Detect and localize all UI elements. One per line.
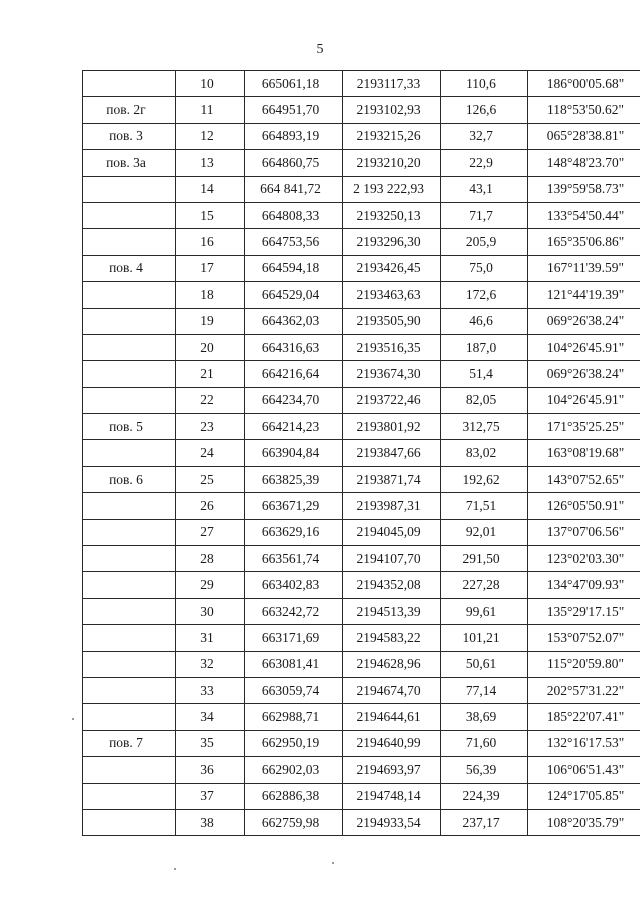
- table-row: [83, 677, 640, 703]
- table-row: [83, 783, 640, 809]
- y-coordinate-cell: 2193215,26: [343, 123, 441, 149]
- table-row: [83, 809, 640, 835]
- point-number-cell: 13: [176, 150, 245, 176]
- point-number-cell: 36: [176, 757, 245, 783]
- row-label-cell: [83, 519, 176, 545]
- row-label-cell: [83, 493, 176, 519]
- y-coordinate-cell: 2193296,30: [343, 229, 441, 255]
- y-coordinate-cell: 2194107,70: [343, 546, 441, 572]
- y-coordinate-cell: 2193987,31: [343, 493, 441, 519]
- length-cell: 187,0: [441, 334, 528, 360]
- table-row: [83, 466, 640, 492]
- point-number-cell: 31: [176, 625, 245, 651]
- angle-cell: 115°20'59.80": [528, 651, 640, 677]
- length-cell: 312,75: [441, 414, 528, 440]
- length-cell: 71,60: [441, 730, 528, 756]
- angle-cell: 202°57'31.22": [528, 677, 640, 703]
- x-coordinate-cell: 663561,74: [245, 546, 343, 572]
- angle-cell: 186°00'05.68": [528, 71, 640, 97]
- y-coordinate-cell: 2194640,99: [343, 730, 441, 756]
- point-number-cell: 32: [176, 651, 245, 677]
- x-coordinate-cell: 664234,70: [245, 387, 343, 413]
- length-cell: 50,61: [441, 651, 528, 677]
- x-coordinate-cell: 664316,63: [245, 334, 343, 360]
- table-row: [83, 730, 640, 756]
- scan-mark: [174, 868, 176, 870]
- y-coordinate-cell: 2 193 222,93: [343, 176, 441, 202]
- length-cell: 71,7: [441, 202, 528, 228]
- angle-cell: 065°28'38.81": [528, 123, 640, 149]
- angle-cell: 143°07'52.65": [528, 466, 640, 492]
- point-number-cell: 18: [176, 282, 245, 308]
- angle-cell: 167°11'39.59": [528, 255, 640, 281]
- point-number-cell: 24: [176, 440, 245, 466]
- scan-mark: [332, 862, 334, 864]
- y-coordinate-cell: 2193426,45: [343, 255, 441, 281]
- y-coordinate-cell: 2194644,61: [343, 704, 441, 730]
- x-coordinate-cell: 663629,16: [245, 519, 343, 545]
- row-label-cell: [83, 387, 176, 413]
- angle-cell: 069°26'38.24": [528, 308, 640, 334]
- length-cell: 32,7: [441, 123, 528, 149]
- point-number-cell: 19: [176, 308, 245, 334]
- point-number-cell: 37: [176, 783, 245, 809]
- table-row: [83, 414, 640, 440]
- table-row: [83, 598, 640, 624]
- x-coordinate-cell: 664529,04: [245, 282, 343, 308]
- length-cell: 75,0: [441, 255, 528, 281]
- x-coordinate-cell: 665061,18: [245, 71, 343, 97]
- table-row: [83, 519, 640, 545]
- length-cell: 82,05: [441, 387, 528, 413]
- angle-cell: 153°07'52.07": [528, 625, 640, 651]
- y-coordinate-cell: 2194933,54: [343, 809, 441, 835]
- row-label-cell: [83, 361, 176, 387]
- x-coordinate-cell: 663081,41: [245, 651, 343, 677]
- angle-cell: 104°26'45.91": [528, 387, 640, 413]
- length-cell: 56,39: [441, 757, 528, 783]
- table-row: [83, 308, 640, 334]
- length-cell: 99,61: [441, 598, 528, 624]
- row-label-cell: [83, 202, 176, 228]
- angle-cell: 137°07'06.56": [528, 519, 640, 545]
- length-cell: 46,6: [441, 308, 528, 334]
- table-row: [83, 282, 640, 308]
- y-coordinate-cell: 2194674,70: [343, 677, 441, 703]
- y-coordinate-cell: 2193722,46: [343, 387, 441, 413]
- table-row: [83, 387, 640, 413]
- angle-cell: 104°26'45.91": [528, 334, 640, 360]
- angle-cell: 139°59'58.73": [528, 176, 640, 202]
- row-label-cell: пов. 2г: [83, 97, 176, 123]
- scan-mark: [72, 718, 74, 720]
- y-coordinate-cell: 2193210,20: [343, 150, 441, 176]
- y-coordinate-cell: 2193847,66: [343, 440, 441, 466]
- x-coordinate-cell: 663825,39: [245, 466, 343, 492]
- row-label-cell: [83, 71, 176, 97]
- row-label-cell: [83, 625, 176, 651]
- length-cell: 291,50: [441, 546, 528, 572]
- length-cell: 71,51: [441, 493, 528, 519]
- point-number-cell: 22: [176, 387, 245, 413]
- y-coordinate-cell: 2193102,93: [343, 97, 441, 123]
- table-row: [83, 150, 640, 176]
- table-row: [83, 704, 640, 730]
- angle-cell: 134°47'09.93": [528, 572, 640, 598]
- y-coordinate-cell: 2194513,39: [343, 598, 441, 624]
- angle-cell: 132°16'17.53": [528, 730, 640, 756]
- angle-cell: 106°06'51.43": [528, 757, 640, 783]
- table-row: [83, 123, 640, 149]
- point-number-cell: 21: [176, 361, 245, 387]
- table-row: [83, 493, 640, 519]
- point-number-cell: 16: [176, 229, 245, 255]
- length-cell: 227,28: [441, 572, 528, 598]
- table-row: [83, 71, 640, 97]
- row-label-cell: [83, 176, 176, 202]
- y-coordinate-cell: 2193463,63: [343, 282, 441, 308]
- row-label-cell: [83, 308, 176, 334]
- y-coordinate-cell: 2193871,74: [343, 466, 441, 492]
- point-number-cell: 33: [176, 677, 245, 703]
- x-coordinate-cell: 664753,56: [245, 229, 343, 255]
- x-coordinate-cell: 662950,19: [245, 730, 343, 756]
- table-row: [83, 176, 640, 202]
- y-coordinate-cell: 2193801,92: [343, 414, 441, 440]
- y-coordinate-cell: 2194352,08: [343, 572, 441, 598]
- x-coordinate-cell: 663171,69: [245, 625, 343, 651]
- row-label-cell: [83, 546, 176, 572]
- row-label-cell: пов. 6: [83, 466, 176, 492]
- row-label-cell: [83, 572, 176, 598]
- length-cell: 83,02: [441, 440, 528, 466]
- y-coordinate-cell: 2193516,35: [343, 334, 441, 360]
- row-label-cell: [83, 282, 176, 308]
- table-row: [83, 334, 640, 360]
- row-label-cell: пов. 5: [83, 414, 176, 440]
- point-number-cell: 14: [176, 176, 245, 202]
- point-number-cell: 20: [176, 334, 245, 360]
- row-label-cell: [83, 809, 176, 835]
- length-cell: 38,69: [441, 704, 528, 730]
- angle-cell: 121°44'19.39": [528, 282, 640, 308]
- x-coordinate-cell: 663059,74: [245, 677, 343, 703]
- table-row: [83, 651, 640, 677]
- point-number-cell: 27: [176, 519, 245, 545]
- x-coordinate-cell: 663242,72: [245, 598, 343, 624]
- length-cell: 205,9: [441, 229, 528, 255]
- table-row: [83, 757, 640, 783]
- x-coordinate-cell: 662902,03: [245, 757, 343, 783]
- point-number-cell: 34: [176, 704, 245, 730]
- y-coordinate-cell: 2193117,33: [343, 71, 441, 97]
- x-coordinate-cell: 664951,70: [245, 97, 343, 123]
- length-cell: 101,21: [441, 625, 528, 651]
- point-number-cell: 12: [176, 123, 245, 149]
- point-number-cell: 11: [176, 97, 245, 123]
- x-coordinate-cell: 664893,19: [245, 123, 343, 149]
- length-cell: 77,14: [441, 677, 528, 703]
- angle-cell: 123°02'03.30": [528, 546, 640, 572]
- y-coordinate-cell: 2193674,30: [343, 361, 441, 387]
- x-coordinate-cell: 662886,38: [245, 783, 343, 809]
- angle-cell: 171°35'25.25": [528, 414, 640, 440]
- table-row: [83, 255, 640, 281]
- table-row: [83, 97, 640, 123]
- y-coordinate-cell: 2194045,09: [343, 519, 441, 545]
- point-number-cell: 17: [176, 255, 245, 281]
- angle-cell: 126°05'50.91": [528, 493, 640, 519]
- x-coordinate-cell: 663671,29: [245, 493, 343, 519]
- angle-cell: 118°53'50.62": [528, 97, 640, 123]
- angle-cell: 185°22'07.41": [528, 704, 640, 730]
- row-label-cell: пов. 4: [83, 255, 176, 281]
- x-coordinate-cell: 662759,98: [245, 809, 343, 835]
- table-row: [83, 202, 640, 228]
- row-label-cell: пов. 3а: [83, 150, 176, 176]
- y-coordinate-cell: 2193250,13: [343, 202, 441, 228]
- point-number-cell: 25: [176, 466, 245, 492]
- x-coordinate-cell: 663402,83: [245, 572, 343, 598]
- length-cell: 224,39: [441, 783, 528, 809]
- table-row: [83, 440, 640, 466]
- angle-cell: 133°54'50.44": [528, 202, 640, 228]
- y-coordinate-cell: 2193505,90: [343, 308, 441, 334]
- point-number-cell: 15: [176, 202, 245, 228]
- x-coordinate-cell: 664214,23: [245, 414, 343, 440]
- point-number-cell: 35: [176, 730, 245, 756]
- angle-cell: 069°26'38.24": [528, 361, 640, 387]
- length-cell: 110,6: [441, 71, 528, 97]
- page-number: 5: [316, 42, 324, 57]
- x-coordinate-cell: 664594,18: [245, 255, 343, 281]
- row-label-cell: [83, 651, 176, 677]
- point-number-cell: 29: [176, 572, 245, 598]
- table-row: [83, 625, 640, 651]
- x-coordinate-cell: 664216,64: [245, 361, 343, 387]
- row-label-cell: [83, 677, 176, 703]
- point-number-cell: 23: [176, 414, 245, 440]
- table-row: [83, 229, 640, 255]
- angle-cell: 165°35'06.86": [528, 229, 640, 255]
- length-cell: 172,6: [441, 282, 528, 308]
- angle-cell: 124°17'05.85": [528, 783, 640, 809]
- table-row: [83, 546, 640, 572]
- length-cell: 126,6: [441, 97, 528, 123]
- y-coordinate-cell: 2194748,14: [343, 783, 441, 809]
- x-coordinate-cell: 664362,03: [245, 308, 343, 334]
- row-label-cell: [83, 440, 176, 466]
- x-coordinate-cell: 664808,33: [245, 202, 343, 228]
- angle-cell: 163°08'19.68": [528, 440, 640, 466]
- row-label-cell: [83, 783, 176, 809]
- x-coordinate-cell: 664860,75: [245, 150, 343, 176]
- row-label-cell: пов. 3: [83, 123, 176, 149]
- y-coordinate-cell: 2194583,22: [343, 625, 441, 651]
- point-number-cell: 26: [176, 493, 245, 519]
- angle-cell: 148°48'23.70": [528, 150, 640, 176]
- length-cell: 237,17: [441, 809, 528, 835]
- row-label-cell: [83, 334, 176, 360]
- x-coordinate-cell: 663904,84: [245, 440, 343, 466]
- length-cell: 22,9: [441, 150, 528, 176]
- point-number-cell: 10: [176, 71, 245, 97]
- length-cell: 43,1: [441, 176, 528, 202]
- coordinates-table: [82, 70, 640, 836]
- length-cell: 51,4: [441, 361, 528, 387]
- row-label-cell: [83, 704, 176, 730]
- angle-cell: 108°20'35.79": [528, 809, 640, 835]
- row-label-cell: пов. 7: [83, 730, 176, 756]
- table-row: [83, 361, 640, 387]
- y-coordinate-cell: 2194693,97: [343, 757, 441, 783]
- point-number-cell: 38: [176, 809, 245, 835]
- x-coordinate-cell: 662988,71: [245, 704, 343, 730]
- x-coordinate-cell: 664 841,72: [245, 176, 343, 202]
- point-number-cell: 30: [176, 598, 245, 624]
- coordinates-table-body: [83, 71, 640, 836]
- length-cell: 92,01: [441, 519, 528, 545]
- length-cell: 192,62: [441, 466, 528, 492]
- table-row: [83, 572, 640, 598]
- point-number-cell: 28: [176, 546, 245, 572]
- row-label-cell: [83, 229, 176, 255]
- angle-cell: 135°29'17.15": [528, 598, 640, 624]
- y-coordinate-cell: 2194628,96: [343, 651, 441, 677]
- row-label-cell: [83, 757, 176, 783]
- row-label-cell: [83, 598, 176, 624]
